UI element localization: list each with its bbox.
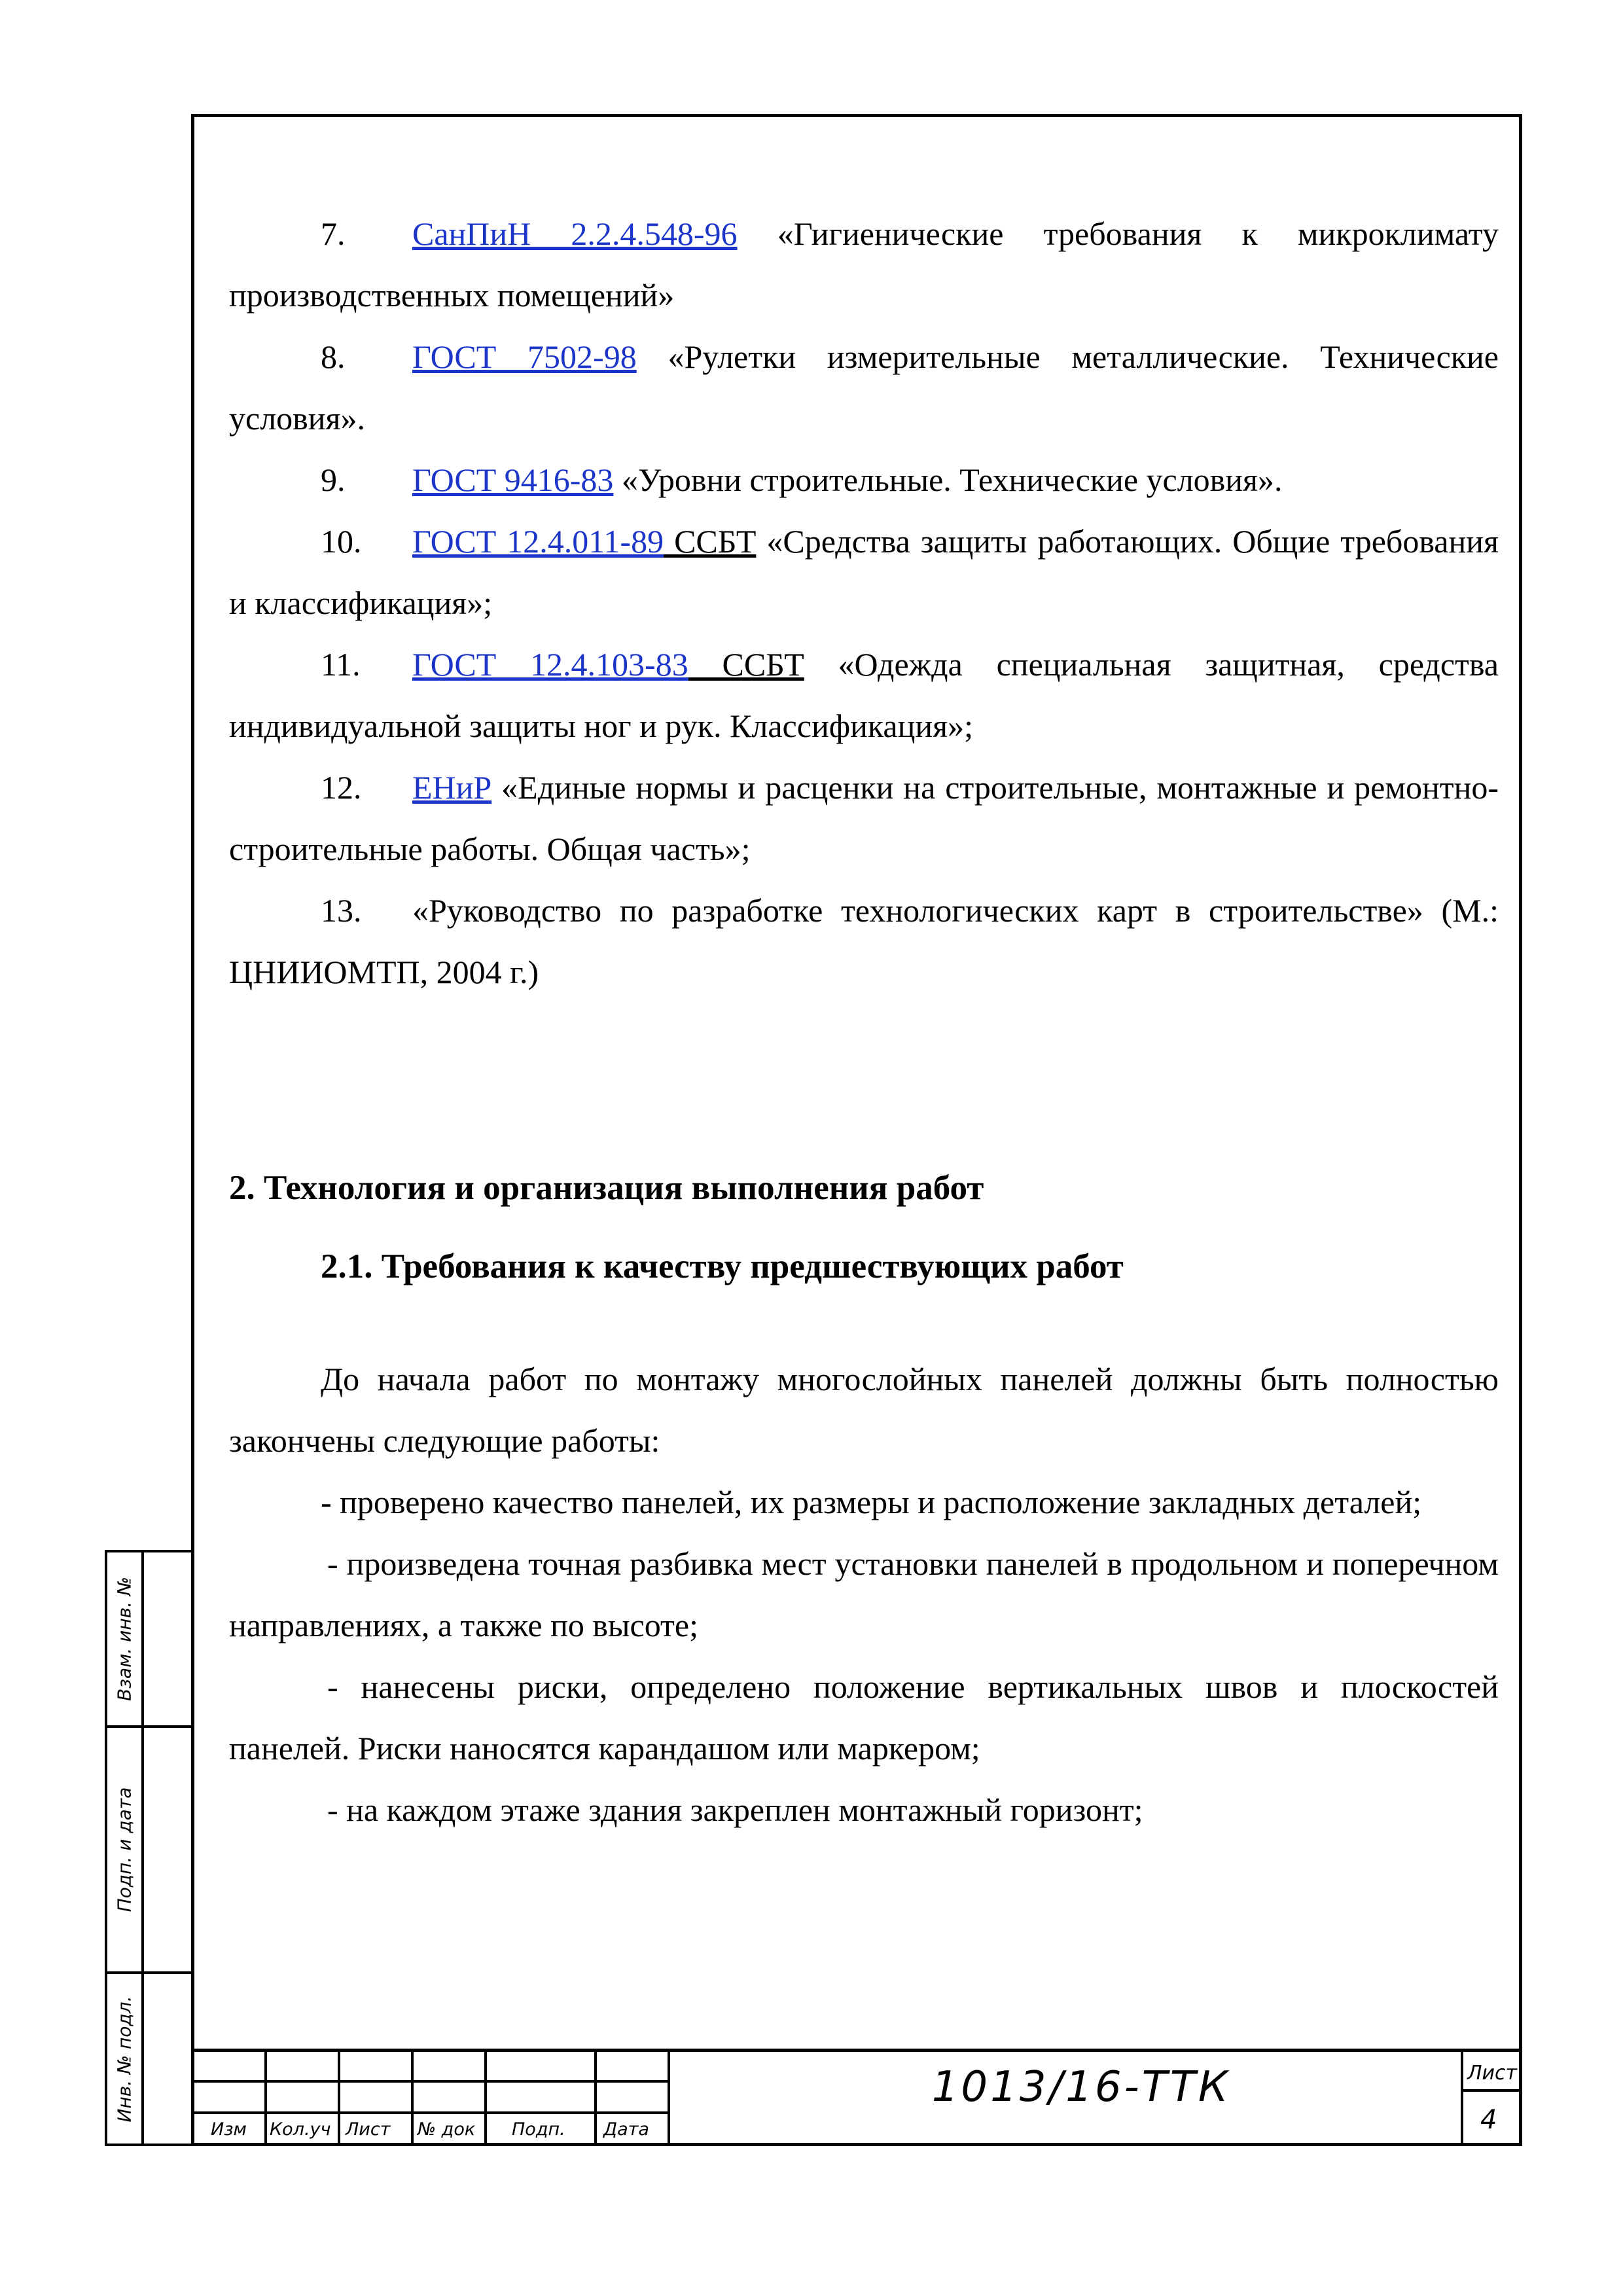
side-label-podp: Подп. и дата: [113, 1787, 135, 1912]
reference-number: 9.: [321, 461, 346, 498]
side-label-vzam: Взам. инв. №: [113, 1576, 135, 1702]
reference-text: «Уровни строительные. Технические условия».: [613, 461, 1283, 498]
reference-text: «Единые нормы и расценки на строительные, монтажные и ремонтно-строительные работы. Общая часть»;: [229, 769, 1499, 867]
side-stamp-podp: [105, 1725, 191, 1974]
references-list: [229, 203, 1499, 1003]
reference-text: «Рулетки измерительные металлические. Технические условия».: [229, 338, 1499, 437]
reference-link[interactable]: ЕНиР: [412, 769, 492, 806]
side-stamp-inv: [105, 1971, 191, 2146]
reference-item: [229, 203, 1499, 326]
reference-suffix: ССБТ: [688, 646, 804, 683]
title-block: [191, 2049, 1522, 2146]
reference-number: 12.: [321, 769, 362, 806]
reference-item: [229, 634, 1499, 757]
reference-item: [229, 880, 1499, 1003]
sheet-number: 4: [1480, 2105, 1497, 2135]
reference-text: «Средства защиты работающих. Общие требования и классификация»;: [229, 523, 1499, 621]
list-item: - произведена точная разбивка мест установки панелей в продольном и поперечном направлениях, а также по высоте;: [229, 1545, 1499, 1643]
side-label-inv: Инв. № подл.: [113, 1995, 135, 2123]
reference-text: «Гигиенические требования к микроклимату производственных помещений»: [229, 215, 1499, 314]
reference-link[interactable]: ГОСТ 7502-98: [412, 338, 637, 375]
reference-link[interactable]: ГОСТ 9416-83: [412, 461, 614, 498]
list-item: - на каждом этаже здания закреплен монтажный горизонт;: [327, 1791, 1143, 1828]
subsection-title: 2.1. Требования к качеству предшествующих работ: [321, 1247, 1124, 1285]
reference-number: 10.: [321, 523, 362, 560]
reference-item: [229, 511, 1499, 634]
reference-item: [229, 326, 1499, 449]
intro-paragraph: До начала работ по монтажу многослойных панелей должны быть полностью закончены следующие работы:: [229, 1361, 1499, 1459]
header-list: Лист: [346, 2119, 391, 2140]
list-item: - проверено качество панелей, их размеры и расположение закладных деталей;: [321, 1484, 1422, 1520]
list-item: - нанесены риски, определено положение вертикальных швов и плоскостей панелей. Риски наносятся карандашом или маркером;: [229, 1668, 1499, 1767]
body-text: [229, 1348, 1499, 1840]
reference-number: 13.: [321, 892, 362, 929]
section-title: 2. Технология и организация выполнения работ: [229, 1169, 984, 1207]
header-podp: Подп.: [512, 2119, 565, 2140]
reference-text: «Одежда специальная защитная, средства индивидуальной защиты ног и рук. Классификация»;: [229, 646, 1499, 744]
reference-number: 11.: [321, 646, 361, 683]
reference-number: 7.: [321, 215, 346, 252]
side-stamp-vzam: [105, 1550, 191, 1728]
reference-item: [229, 449, 1499, 511]
reference-link[interactable]: СанПиН 2.2.4.548-96: [412, 215, 738, 252]
reference-text: «Руководство по разработке технологических карт в строительстве» (М.: ЦНИИОМТП, 2004 г.): [229, 892, 1499, 990]
reference-item: [229, 757, 1499, 880]
header-izm: Изм: [211, 2119, 247, 2140]
header-data: Дата: [603, 2119, 649, 2140]
reference-suffix: ССБТ: [664, 523, 757, 560]
reference-number: 8.: [321, 338, 346, 375]
reference-link[interactable]: ГОСТ 12.4.011-89: [412, 523, 664, 560]
document-code: 1013/16-ТТК: [931, 2063, 1231, 2111]
header-kol-uch: Кол.уч: [270, 2119, 331, 2140]
header-n-dok: № док: [418, 2119, 476, 2140]
reference-link[interactable]: ГОСТ 12.4.103-83: [412, 646, 688, 683]
sheet-label: Лист: [1467, 2062, 1518, 2085]
